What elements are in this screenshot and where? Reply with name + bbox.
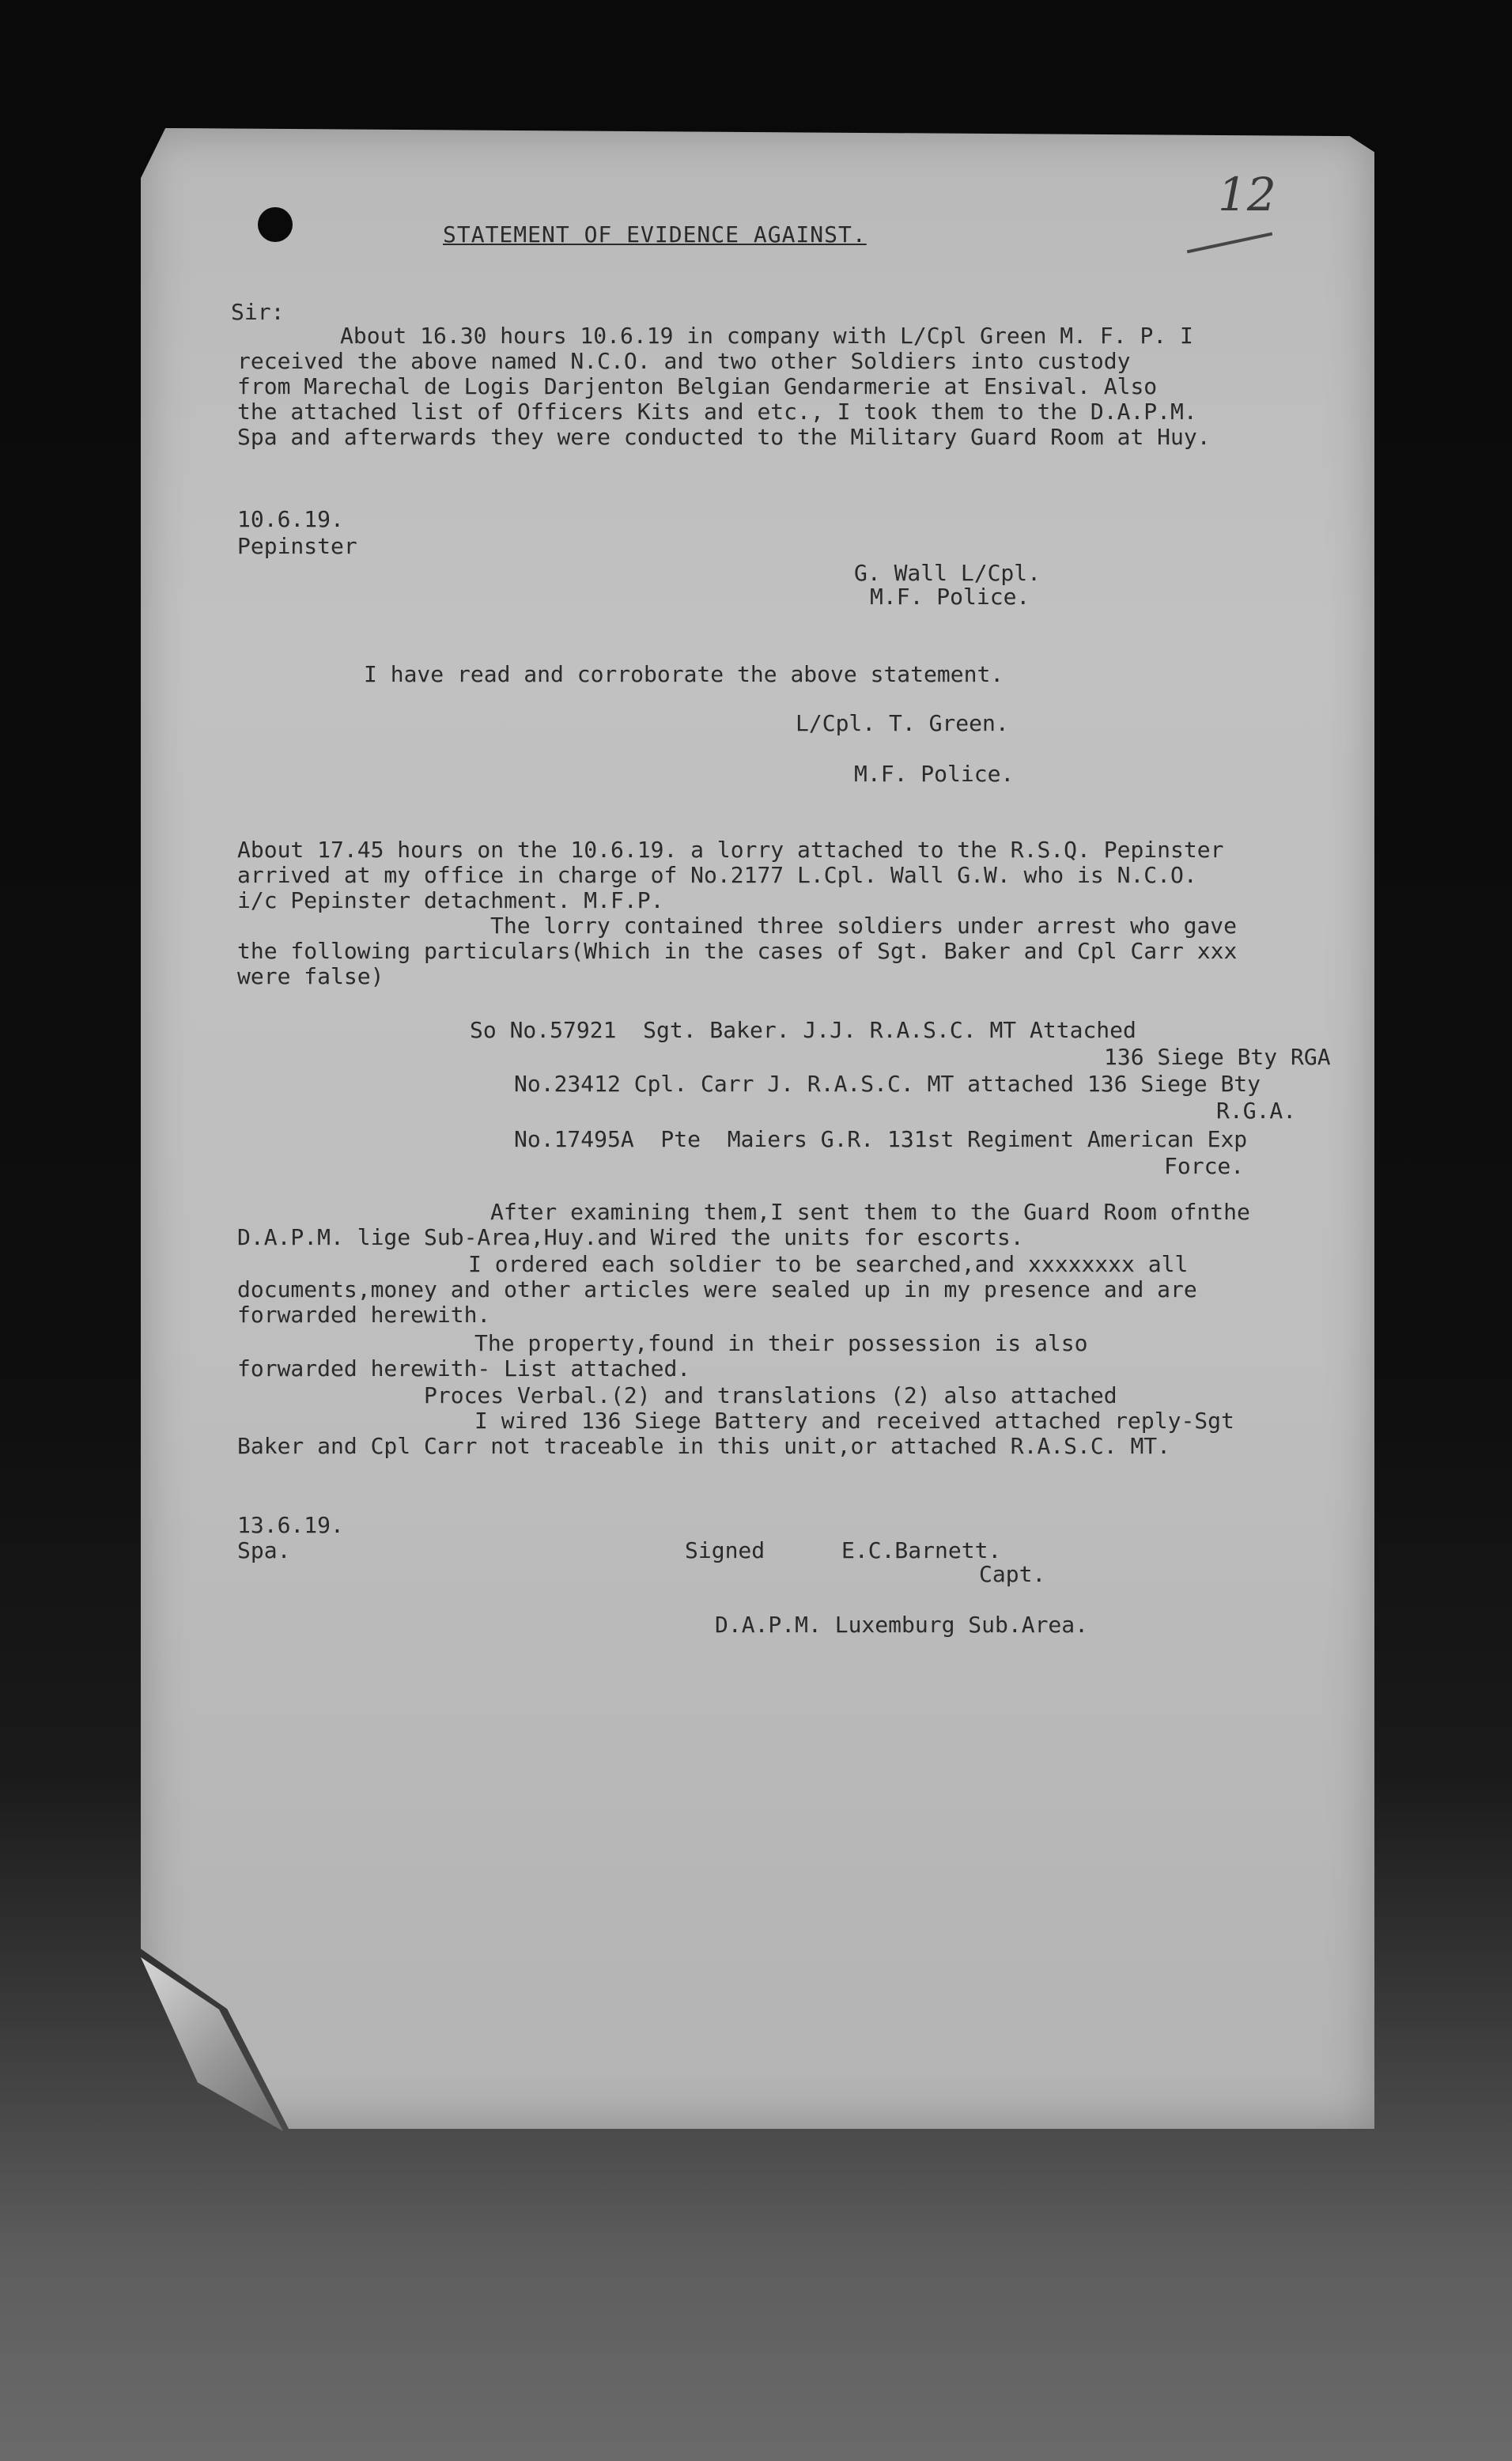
statement2-line-3: i/c Pepinster detachment. M.F.P.: [237, 887, 664, 913]
soldier-1-line-2: 136 Siege Bty RGA: [1104, 1044, 1331, 1070]
document-title: STATEMENT OF EVIDENCE AGAINST.: [443, 221, 867, 248]
signed-label: Signed: [685, 1537, 765, 1563]
statement2-date: 13.6.19.: [237, 1512, 344, 1538]
statement2-signature-rank: Capt.: [979, 1561, 1046, 1587]
statement2-line-6: were false): [237, 963, 384, 989]
soldier-2-line-2: R.G.A.: [1216, 1098, 1297, 1124]
statement1-line-5: Spa and afterwards they were conducted to the Military Guard Room at Huy.: [237, 424, 1211, 450]
statement2-after-6: The property,found in their possession is also: [474, 1330, 1088, 1356]
statement1-line-4: the attached list of Officers Kits and etc., I took them to the D.A.P.M.: [237, 399, 1197, 425]
statement2-line-1: About 17.45 hours on the 10.6.19. a lorry attached to the R.S.Q. Pepinster: [237, 837, 1224, 863]
statement2-after-5: forwarded herewith.: [237, 1302, 491, 1328]
statement1-place: Pepinster: [237, 533, 357, 559]
soldier-3-line-2: Force.: [1164, 1153, 1245, 1179]
statement2-line-4: The lorry contained three soldiers under arrest who gave: [490, 913, 1238, 939]
statement2-after-8: Proces Verbal.(2) and translations (2) also attached: [424, 1382, 1117, 1408]
statement1-date: 10.6.19.: [237, 506, 344, 532]
soldier-1-line-1: So No.57921 Sgt. Baker. J.J. R.A.S.C. MT Attached: [470, 1017, 1136, 1043]
statement2-after-7: forwarded herewith- List attached.: [237, 1355, 691, 1382]
statement1-line-3: from Marechal de Logis Darjenton Belgian Gendarmerie at Ensival. Also: [237, 373, 1158, 399]
soldier-2-line-1: No.23412 Cpl. Carr J. R.A.S.C. MT attached 136 Siege Bty: [514, 1071, 1261, 1097]
statement2-signature: E.C.Barnett.: [841, 1537, 1002, 1563]
statement2-line-2: arrived at my office in charge of No.2177 L.Cpl. Wall G.W. who is N.C.O.: [237, 862, 1197, 888]
statement2-signature-title: D.A.P.M. Luxemburg Sub.Area.: [715, 1612, 1089, 1638]
statement2-after-2: D.A.P.M. lige Sub-Area,Huy.and Wired the units for escorts.: [237, 1224, 1024, 1250]
statement2-after-10: Baker and Cpl Carr not traceable in this unit,or attached R.A.S.C. MT.: [237, 1433, 1171, 1459]
corroboration-unit: M.F. Police.: [854, 761, 1015, 787]
statement2-after-3: I ordered each soldier to be searched,and xxxxxxxx all: [468, 1251, 1189, 1277]
folio-number: 12: [1218, 168, 1276, 221]
statement1-line-1: About 16.30 hours 10.6.19 in company with L/Cpl Green M. F. P. I: [340, 323, 1193, 349]
statement1-line-2: received the above named N.C.O. and two other Soldiers into custody: [237, 348, 1131, 374]
statement2-after-9: I wired 136 Siege Battery and received attached reply-Sgt: [474, 1408, 1234, 1434]
corroboration-text: I have read and corroborate the above statement.: [364, 661, 1004, 687]
statement2-place: Spa.: [237, 1537, 291, 1563]
salutation: Sir:: [231, 299, 285, 325]
corroboration-name: L/Cpl. T. Green.: [796, 710, 1009, 736]
statement1-signature: G. Wall L/Cpl.: [854, 560, 1041, 586]
statement2-after-1: After examining them,I sent them to the Guard Room ofnthe: [490, 1199, 1250, 1225]
statement1-signature-unit: M.F. Police.: [870, 584, 1030, 610]
statement2-line-5: the following particulars(Which in the cases of Sgt. Baker and Cpl Carr xxx: [237, 938, 1238, 964]
soldier-3-line-1: No.17495A Pte Maiers G.R. 131st Regiment American Exp: [514, 1126, 1248, 1152]
statement2-after-4: documents,money and other articles were sealed up in my presence and are: [237, 1276, 1197, 1302]
